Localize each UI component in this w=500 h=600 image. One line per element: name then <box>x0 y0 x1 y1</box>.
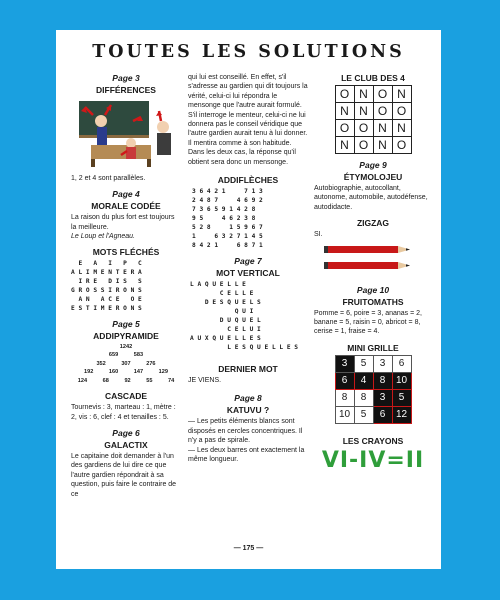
heading-fruitomaths: FRUITOMATHS <box>342 296 404 307</box>
galactix-answer: Le capitaine doit demander à l'un des gardiens de lui dire ce que l'autre gardien répondrait à sa question, puis faire le contraire de ce <box>71 452 177 498</box>
page-ref: Page 8 <box>234 393 262 404</box>
grid-row: A N A C E O E <box>71 295 142 303</box>
solutions-page <box>56 30 441 569</box>
mots-fleches-grid <box>71 259 181 313</box>
grid-cell: O <box>354 120 373 137</box>
page-title: TOUTES LES SOLUTIONS <box>92 42 405 62</box>
grid-cell: N <box>354 86 373 103</box>
grid-cell: 10 <box>392 372 411 389</box>
dernier-mot-answer: JE VIENS. <box>188 377 222 385</box>
grid-cell: O <box>335 120 354 137</box>
mini-grille-grid <box>335 355 412 424</box>
heading-galactix: GALACTIX <box>104 439 148 450</box>
grid-row: 7 3 6 5 9 1 4 2 8 <box>192 206 256 214</box>
pyramid-row: 124 68 92 55 74 <box>77 377 175 384</box>
addipyramide-answer <box>71 343 181 386</box>
grid-cell: 8 <box>354 389 373 406</box>
grid-row: L A Q U E L L E <box>190 281 246 289</box>
katuvu-answer-1: — Les petits éléments blancs sont disposés en cercles concentriques. Il n'y a pas de spirale. <box>188 418 303 445</box>
pyramid-row: 1242 <box>119 343 133 350</box>
grid-cell: 3 <box>373 355 392 372</box>
morale-source: Le Loup et l'Agneau. <box>71 233 136 241</box>
pyramid-row: 192 160 147 129 <box>84 369 168 376</box>
heading-zigzag: ZIGZAG <box>356 218 390 229</box>
grid-row: E S T I M E R O N S <box>71 304 142 312</box>
page-ref: Page 4 <box>112 189 140 200</box>
grid-cell: 6 <box>335 372 354 389</box>
heading-les-crayons: LES CRAYONS <box>342 435 404 446</box>
heading-mots-fleches: MOTS FLÉCHÉS <box>92 246 160 257</box>
pyramid-row: 659 583 <box>108 352 144 359</box>
grid-row: 2 4 8 7 4 6 9 2 <box>192 197 263 205</box>
galactix-answer-continued: qui lui est conseillé. En effet, s'il s'adresse au gardien qui dit toujours la vérité, celui-ci lui répondra le mensonge que l'autre aurait formulé. S'il interroge le menteur, celui-ci ne lui donnera pas le conseil véridique que l'autre gardien aurait tenu à lui donner. Il mentira comme à son habitude. Dans les deux cas, la réponse qu'il obtient sera donc un mensonge. <box>188 74 308 166</box>
page-number: — 175 — <box>233 545 264 552</box>
grid-row: A L I M E N T E R A <box>71 268 142 276</box>
page-ref: Page 7 <box>234 256 262 267</box>
grid-cell: 5 <box>354 355 373 372</box>
grid-cell: 6 <box>373 406 392 423</box>
grid-cell: 10 <box>335 406 354 423</box>
morale-answer: La raison du plus fort est toujours la meilleure. <box>71 214 175 231</box>
grid-row: 3 6 4 2 1 7 1 3 <box>192 188 263 196</box>
zigzag-pencils-illustration <box>314 240 432 276</box>
heading-cascade: CASCADE <box>104 391 148 402</box>
heading-etymolojeu: ÉTYMOLOJEU <box>343 172 403 182</box>
grid-cell: 8 <box>335 389 354 406</box>
crayons-answer: VI-IV=II <box>321 447 425 473</box>
grid-row: E A I P C <box>71 259 142 267</box>
heading-katuvu: KATUVU ? <box>226 405 270 416</box>
grid-cell: O <box>354 137 373 154</box>
page-ref: Page 3 <box>112 73 140 83</box>
page-ref: Page 6 <box>112 427 140 438</box>
club-des-4-grid <box>335 85 412 154</box>
grid-row: 9 5 4 6 2 3 8 <box>192 215 256 223</box>
etymolojeu-answer: Autobiographie, autocollant, autonome, automobile, autodéfense, autodidacte. <box>314 185 428 211</box>
grid-row: Q U I <box>190 308 254 316</box>
grid-cell: N <box>392 120 411 137</box>
pyramid-row: 352 307 276 <box>96 360 156 367</box>
grid-cell: O <box>392 103 411 120</box>
grid-row: D E S Q U E L S <box>190 299 261 307</box>
grid-row: 5 2 8 1 5 9 6 7 <box>192 224 263 232</box>
fruitomaths-answer: Pomme = 6, poire = 3, ananas = 2, banane = 5, raisin = 0, abricot = 8, cerise = 1, fraise = 4. <box>314 309 422 336</box>
grid-row: C E L U I <box>190 326 261 334</box>
grid-row: A U X Q U E L L E S <box>190 335 261 343</box>
grid-cell: 8 <box>373 372 392 389</box>
grid-cell: 6 <box>392 355 411 372</box>
column-left <box>71 73 181 499</box>
grid-cell: 12 <box>392 406 411 423</box>
grid-cell: O <box>373 103 392 120</box>
heading-mot-vertical: MOT VERTICAL <box>216 268 280 279</box>
column-right <box>314 73 432 473</box>
grid-cell: 3 <box>335 355 354 372</box>
heading-club-des-4: LE CLUB DES 4 <box>341 73 405 83</box>
heading-addipyramide: ADDIPYRAMIDE <box>93 330 159 341</box>
page-ref: Page 10 <box>356 284 390 295</box>
differences-answer: 1, 2 et 4 sont parallèles. <box>71 175 146 182</box>
heading-dernier-mot: DERNIER MOT <box>218 364 278 375</box>
grid-cell: N <box>392 86 411 103</box>
grid-cell: O <box>392 137 411 154</box>
katuvu-answer-2: — Les deux barres ont exactement la même longueur. <box>188 446 305 464</box>
grid-row: L E S Q U E L L E S <box>190 344 299 352</box>
cascade-answer: Tournevis : 3, marteau : 1, mètre : 2, vis : 6, clef : 4 et tenailles : 5. <box>71 404 176 421</box>
grid-cell: 3 <box>373 389 392 406</box>
heading-differences: DIFFÉRENCES <box>96 85 156 95</box>
grid-cell: N <box>335 137 354 154</box>
grid-row: G R O S S I R O N S <box>71 286 142 294</box>
grid-cell: 4 <box>354 372 373 389</box>
addifleches-grid <box>192 187 308 250</box>
grid-cell: 5 <box>392 389 411 406</box>
heading-addifleches: ADDIFLÈCHES <box>217 175 279 186</box>
page-ref: Page 9 <box>359 160 387 170</box>
grid-cell: 5 <box>354 406 373 423</box>
heading-mini-grille: MINI GRILLE <box>347 342 399 353</box>
differences-illustration <box>71 97 181 169</box>
grid-cell: O <box>335 86 354 103</box>
zigzag-answer: SI. <box>314 231 323 239</box>
grid-row: I R E D I S S <box>71 277 142 285</box>
page-ref: Page 5 <box>112 318 140 329</box>
grid-cell: O <box>373 86 392 103</box>
grid-cell: N <box>354 103 373 120</box>
grid-cell: N <box>373 137 392 154</box>
grid-row: D U Q U E L <box>190 317 261 325</box>
heading-morale-codee: MORALE CODÉE <box>91 201 161 212</box>
grid-cell: N <box>335 103 354 120</box>
mot-vertical-grid <box>190 280 308 352</box>
column-middle <box>188 73 308 465</box>
grid-cell: N <box>373 120 392 137</box>
grid-row: 1 6 3 2 7 1 4 5 <box>192 233 263 241</box>
grid-row: 8 4 2 1 6 8 7 1 <box>192 242 263 250</box>
grid-row: C E L L E <box>190 290 254 298</box>
